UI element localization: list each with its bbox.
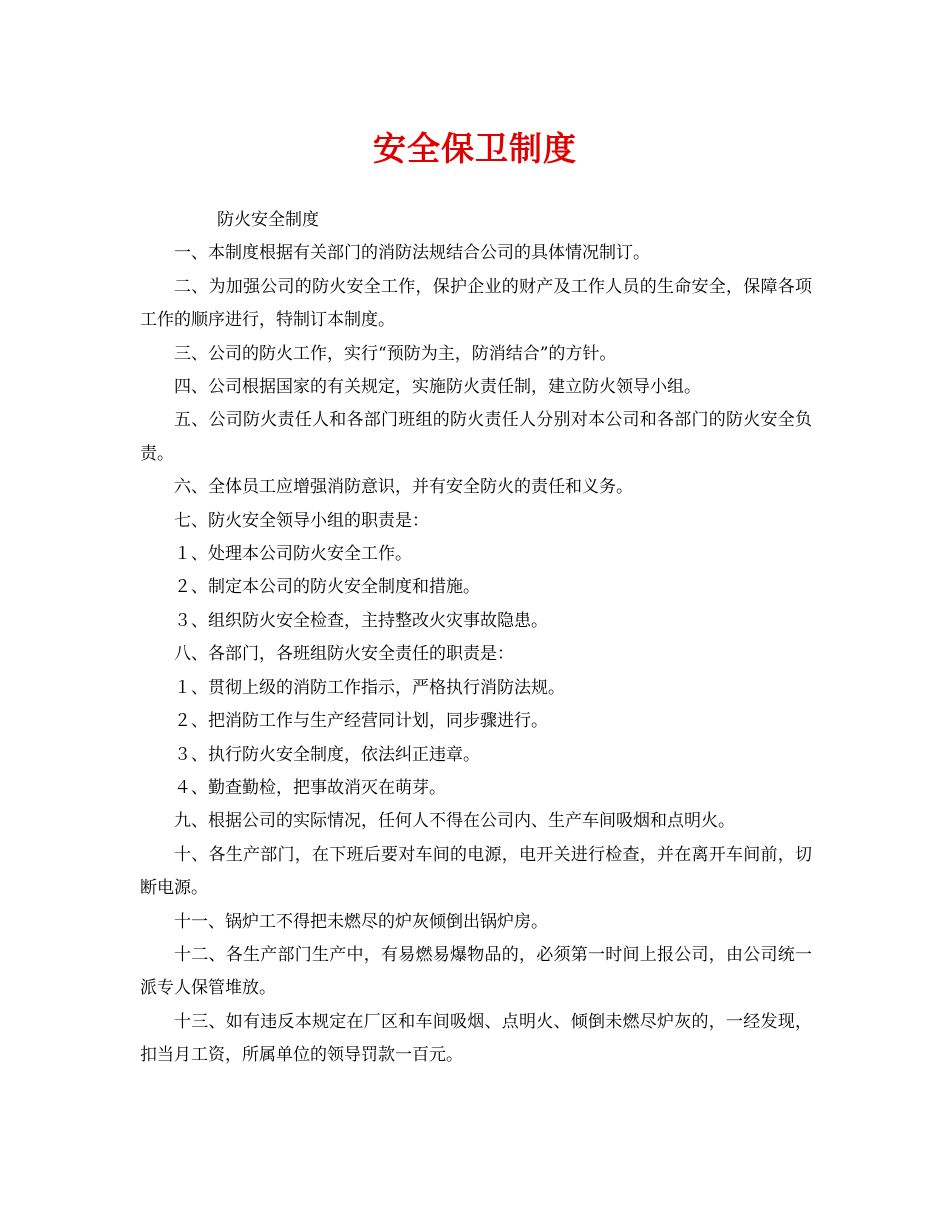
paragraph: 十二、各生产部门生产中，有易燃易爆物品的，必须第一时间上报公司，由公司统一派专人保管堆放。 (140, 944, 812, 999)
paragraph: 十一、锅炉工不得把未燃尽的炉灰倾倒出锅炉房。 (174, 911, 548, 932)
document-body (140, 204, 812, 1073)
paragraph: 六、全体员工应增强消防意识，并有安全防火的责任和义务。 (174, 477, 633, 498)
paragraph: 十三、如有违反本规定在厂区和车间吸烟、点明火、倾倒未燃尽炉灰的，一经发现，扣当月工资，所属单位的领导罚款一百元。 (140, 1011, 812, 1066)
paragraph: 九、根据公司的实际情况，任何人不得在公司内、生产车间吸烟和点明火。 (174, 811, 735, 832)
paragraph: 一、本制度根据有关部门的消防法规结合公司的具体情况制订。 (174, 243, 650, 264)
section-heading: 防火安全制度 (217, 210, 319, 230)
paragraph: 四、公司根据国家的有关规定，实施防火责任制，建立防火领导小组。 (174, 377, 701, 398)
document-title: 安全保卫制度 (373, 129, 577, 168)
list-item: ４、勤查勤检，把事故消灭在萌芽。 (174, 777, 446, 798)
list-item: ３、组织防火安全检查，主持整改火灾事故隐患。 (174, 610, 548, 631)
paragraph: 七、防火安全领导小组的职责是： (174, 510, 429, 531)
paragraph: 二、为加强公司的防火安全工作，保护企业的财产及工作人员的生命安全，保障各项工作的顺序进行，特制订本制度。 (140, 276, 812, 331)
list-item: １、处理本公司防火安全工作。 (174, 544, 412, 565)
paragraph: 三、公司的防火工作，实行“预防为主，防消结合”的方针。 (174, 343, 617, 364)
paragraph: 十、各生产部门，在下班后要对车间的电源，电开关进行检查，并在离开车间前，切断电源。 (140, 844, 812, 899)
paragraph: 五、公司防火责任人和各部门班组的防火责任人分别对本公司和各部门的防火安全负责。 (140, 410, 812, 464)
list-item: ２、制定本公司的防火安全制度和措施。 (174, 577, 480, 598)
paragraph: 八、各部门，各班组防火安全责任的职责是： (174, 644, 514, 665)
list-item: １、贯彻上级的消防工作指示，严格执行消防法规。 (174, 677, 565, 698)
list-item: ２、把消防工作与生产经营同计划，同步骤进行。 (174, 711, 548, 732)
list-item: ３、执行防火安全制度，依法纠正违章。 (174, 744, 480, 765)
